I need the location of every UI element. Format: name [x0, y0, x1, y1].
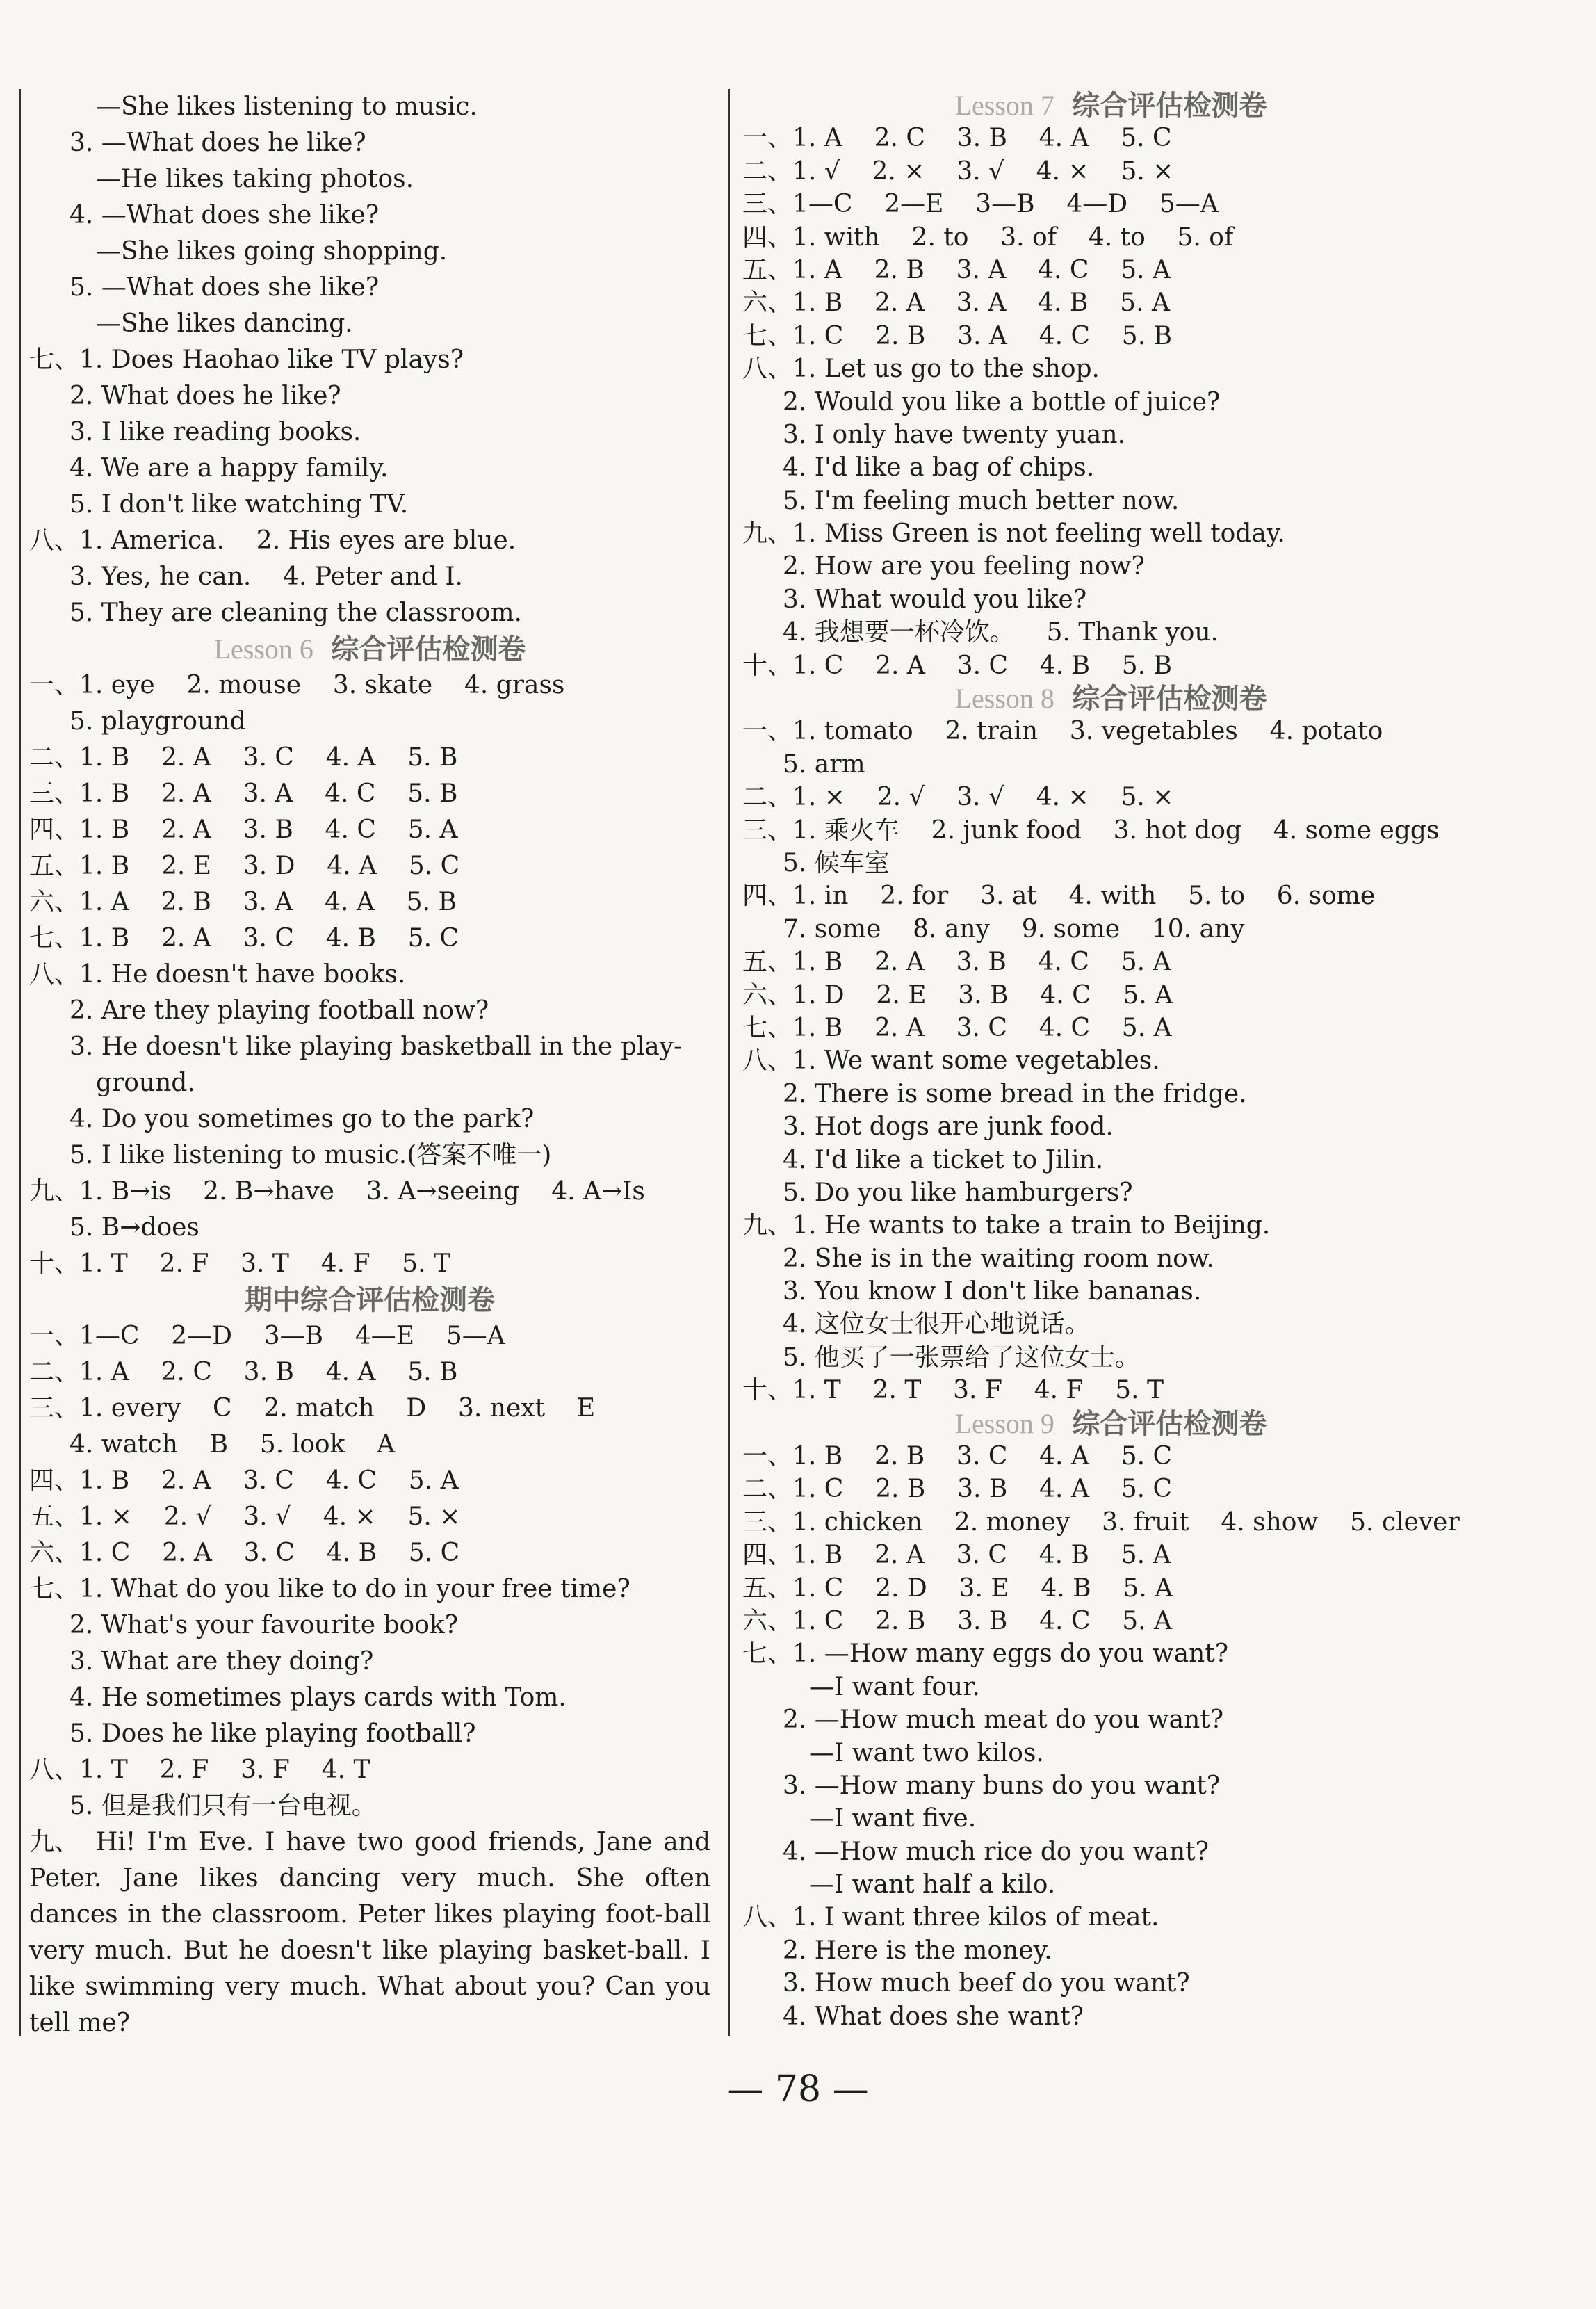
answer-line: 3. What would you like? [783, 585, 1087, 614]
answer-line: 七、1. What do you like to do in your free time? [29, 1575, 630, 1603]
section-heading-title: 综合评估检测卷 [1072, 683, 1267, 715]
passage-label: 九、 [29, 1828, 80, 1856]
answer-line: 五、1. × 2. √ 3. √ 4. × 5. × [29, 1502, 461, 1531]
answer-line: 4. —What does she like? [70, 201, 380, 229]
answer-line: 十、1. T 2. F 3. T 4. F 5. T [29, 1249, 451, 1278]
answer-line: 3. How much beef do you want? [783, 1969, 1190, 1998]
answer-line: 3. I like reading books. [70, 418, 361, 446]
answer-line: 二、1. √ 2. × 3. √ 4. × 5. × [742, 156, 1174, 186]
answer-line: 三、1. B 2. A 3. A 4. C 5. B [29, 779, 458, 808]
answer-line: 五、1. B 2. A 3. B 4. C 5. A [742, 948, 1171, 977]
answer-line: 一、1. tomato 2. train 3. vegetables 4. potato [742, 717, 1383, 746]
passage-paragraph [29, 1824, 710, 2041]
answer-line: 九、1. Miss Green is not feeling well today. [742, 519, 1285, 549]
answer-line: —She likes dancing. [96, 309, 353, 338]
answer-line: 3. Hot dogs are junk food. [783, 1112, 1114, 1142]
section-heading-title: 综合评估检测卷 [1072, 90, 1267, 122]
answer-line: 五、1. A 2. B 3. A 4. C 5. A [742, 255, 1171, 284]
answer-line: 3. —What does he like? [70, 129, 366, 157]
answer-line: 一、1—C 2—D 3—B 4—E 5—A [29, 1322, 505, 1350]
answer-line: 三、1. chicken 2. money 3. fruit 4. show 5. clever [742, 1507, 1460, 1537]
answer-line: 4. 这位女士很开心地说话。 [783, 1310, 1090, 1339]
answer-line: 三、1. every C 2. match D 3. next E [29, 1394, 596, 1423]
answer-line: 5. I like listening to music.(答案不唯一) [70, 1141, 552, 1169]
answer-line: 3. I only have twenty yuan. [783, 420, 1125, 449]
answer-line: 十、1. T 2. T 3. F 4. F 5. T [742, 1376, 1164, 1405]
answer-line: 2. What does he like? [70, 382, 341, 410]
answer-line: 八、1. Let us go to the shop. [742, 355, 1100, 384]
answer-line: 4. Do you sometimes go to the park? [70, 1105, 535, 1133]
answer-line: 八、1. America. 2. His eyes are blue. [29, 526, 516, 555]
section-heading-lesson: Lesson 9 [954, 1407, 1054, 1439]
answer-line: 八、1. He doesn't have books. [29, 960, 406, 989]
answer-line: 5. Does he like playing football? [70, 1719, 476, 1748]
answer-line: 4. What does she want? [783, 2002, 1084, 2031]
section-heading [29, 1282, 710, 1318]
answer-line: —I want four. [809, 1672, 980, 1701]
answer-line: 一、1. eye 2. mouse 3. skate 4. grass [29, 671, 565, 699]
answer-line: 八、1. T 2. F 3. F 4. T [29, 1756, 370, 1784]
answer-line: 二、1. A 2. C 3. B 4. A 5. B [29, 1358, 458, 1386]
answer-line: 5. —What does she like? [70, 273, 380, 302]
answer-line: 4. We are a happy family. [70, 454, 389, 483]
answer-line: 二、1. C 2. B 3. B 4. A 5. C [742, 1475, 1173, 1504]
right-answer-lines [742, 89, 1479, 2033]
answer-line: 4. I'd like a ticket to Jilin. [783, 1145, 1104, 1174]
answer-line: 2. Are they playing football now? [70, 996, 489, 1025]
answer-line: 2. How are you feeling now? [783, 552, 1145, 581]
answer-line: 四、1. B 2. A 3. C 4. C 5. A [29, 1466, 459, 1495]
answer-line: 5. I don't like watching TV. [70, 490, 409, 519]
answer-line: 七、1. —How many eggs do you want? [742, 1639, 1229, 1669]
answer-line: 5. B→does [70, 1213, 200, 1242]
answer-line: 5. Do you like hamburgers? [783, 1178, 1133, 1207]
answer-line: 六、1. C 2. A 3. C 4. B 5. C [29, 1539, 460, 1567]
section-heading [742, 89, 1479, 122]
answer-line: ground. [96, 1069, 195, 1097]
answer-line: 六、1. A 2. B 3. A 4. A 5. B [29, 888, 457, 916]
answer-line: 2. Here is the money. [783, 1936, 1052, 1965]
answer-line: 5. arm [783, 750, 865, 779]
answer-line: 5. They are cleaning the classroom. [70, 599, 522, 627]
answer-line: —I want five. [809, 1804, 977, 1833]
answer-line: 3. You know I don't like bananas. [783, 1277, 1202, 1306]
section-heading [742, 682, 1479, 715]
answer-line: 八、1. I want three kilos of meat. [742, 1903, 1159, 1932]
answer-line: 5. playground [70, 707, 246, 736]
page-number: — 78 — [727, 2068, 869, 2110]
answer-line: 2. She is in the waiting room now. [783, 1244, 1214, 1273]
answer-line: 七、1. Does Haohao like TV plays? [29, 346, 464, 374]
answer-line: 5. 他买了一张票给了这位女士。 [783, 1343, 1140, 1372]
answer-line: 3. He doesn't like playing basketball in the play- [70, 1032, 683, 1061]
answer-line: 4. —How much rice do you want? [783, 1837, 1209, 1866]
answer-line: 三、1—C 2—E 3—B 4—D 5—A [742, 190, 1219, 219]
answer-line: —She likes going shopping. [96, 237, 448, 266]
answer-line: —I want half a kilo. [809, 1870, 1056, 1899]
answer-line: 二、1. × 2. √ 3. √ 4. × 5. × [742, 783, 1174, 812]
section-heading-lesson: Lesson 6 [213, 633, 314, 665]
answer-line: —She likes listening to music. [96, 92, 478, 121]
left-column [29, 89, 710, 2041]
answer-line: 四、1. in 2. for 3. at 4. with 5. to 6. some [742, 882, 1376, 911]
answer-line: 3. Yes, he can. 4. Peter and I. [70, 562, 463, 591]
passage-text: Hi! I'm Eve. I have two good friends, Jane and Peter. Jane likes dancing very much. She often dances in the classroom. Peter likes playing foot-ball very much. But he doesn't like playing basket-ball. I like swimming very much. What about you? Can you tell me? [29, 1828, 710, 2037]
answer-line: —He likes taking photos. [96, 165, 414, 193]
answer-line: 4. 我想要一杯冷饮。 5. Thank you. [783, 618, 1219, 647]
answer-line: 5. 但是我们只有一台电视。 [70, 1792, 377, 1820]
answer-line: 3. —How many buns do you want? [783, 1771, 1221, 1800]
section-heading-title: 综合评估检测卷 [1072, 1407, 1267, 1440]
answer-line: 三、1. 乘火车 2. junk food 3. hot dog 4. some eggs [742, 816, 1440, 845]
answer-line: 六、1. B 2. A 3. A 4. B 5. A [742, 289, 1170, 318]
section-heading [742, 1407, 1479, 1440]
answer-line: 六、1. C 2. B 3. B 4. C 5. A [742, 1606, 1173, 1635]
answer-line: 六、1. D 2. E 3. B 4. C 5. A [742, 980, 1173, 1010]
answer-line: 十、1. C 2. A 3. C 4. B 5. B [742, 651, 1173, 680]
answer-line: 2. Would you like a bottle of juice? [783, 387, 1221, 416]
section-heading-lesson: Lesson 7 [954, 90, 1054, 121]
answer-line: 二、1. B 2. A 3. C 4. A 5. B [29, 743, 458, 772]
section-heading-title: 期中综合评估检测卷 [245, 1284, 495, 1316]
answer-line: 七、1. C 2. B 3. A 4. C 5. B [742, 321, 1173, 350]
answer-line: 一、1. A 2. C 3. B 4. A 5. C [742, 124, 1172, 153]
answer-line: 八、1. We want some vegetables. [742, 1046, 1160, 1076]
left-margin-rule [19, 89, 21, 2036]
answer-line: 2. There is some bread in the fridge. [783, 1079, 1247, 1108]
right-column [742, 89, 1479, 2033]
answer-line: —I want two kilos. [809, 1738, 1044, 1767]
answer-line: 九、1. He wants to take a train to Beijing. [742, 1211, 1271, 1240]
answer-line: 4. watch B 5. look A [70, 1430, 396, 1459]
answer-line: 3. What are they doing? [70, 1647, 374, 1676]
answer-line: 一、1. B 2. B 3. C 4. A 5. C [742, 1442, 1173, 1471]
answer-line: 2. What's your favourite book? [70, 1611, 459, 1639]
answer-line: 四、1. B 2. A 3. C 4. B 5. A [742, 1541, 1171, 1570]
answer-line: 5. 候车室 [783, 848, 890, 877]
answer-line: 5. I'm feeling much better now. [783, 486, 1180, 515]
section-heading-lesson: Lesson 8 [954, 683, 1054, 715]
answer-line: 四、1. with 2. to 3. of 4. to 5. of [742, 222, 1234, 252]
answer-line: 4. He sometimes plays cards with Tom. [70, 1683, 567, 1712]
answer-line: 2. —How much meat do you want? [783, 1706, 1224, 1735]
section-heading-title: 综合评估检测卷 [331, 633, 526, 665]
answer-line: 7. some 8. any 9. some 10. any [783, 914, 1245, 943]
answer-line: 4. I'd like a bag of chips. [783, 453, 1095, 483]
left-answer-lines [29, 89, 710, 1824]
answer-line: 四、1. B 2. A 3. B 4. C 5. A [29, 816, 458, 844]
answer-line: 七、1. B 2. A 3. C 4. C 5. A [742, 1013, 1172, 1042]
answer-line: 九、1. B→is 2. B→have 3. A→seeing 4. A→Is [29, 1177, 645, 1206]
column-divider [728, 89, 730, 2036]
answer-line: 五、1. C 2. D 3. E 4. B 5. A [742, 1573, 1173, 1603]
section-heading [29, 631, 710, 667]
answer-line: 五、1. B 2. E 3. D 4. A 5. C [29, 852, 460, 880]
answer-line: 七、1. B 2. A 3. C 4. B 5. C [29, 924, 459, 953]
